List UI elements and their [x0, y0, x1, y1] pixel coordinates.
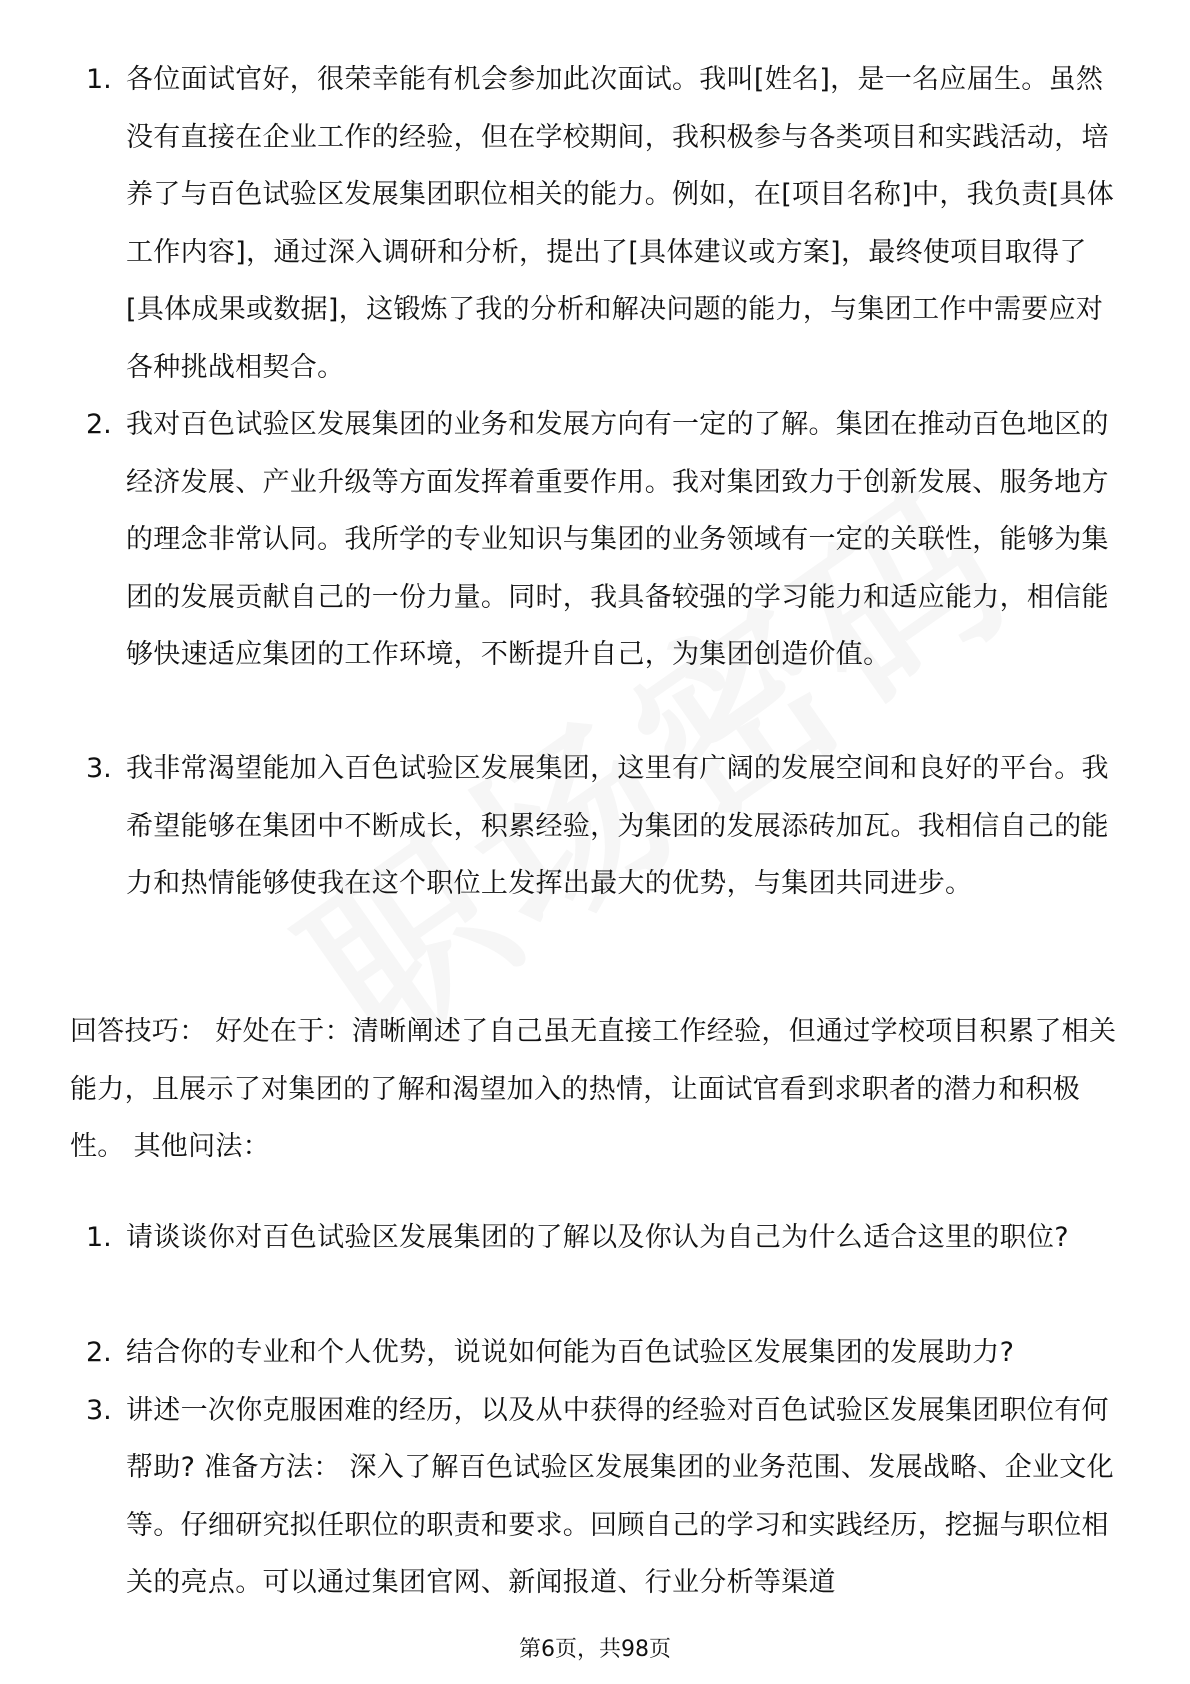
list-item: [0, 396, 1190, 740]
list-item: [0, 1382, 1190, 1612]
list-item: [0, 740, 1190, 970]
list-item-text: 我非常渴望能加入百色试验区发展集团，这里有广阔的发展空间和良好的平台。我希望能够在集团中不断成长，积累经验，为集团的发展添砖加瓦。我相信自己的能力和热情能够使我在这个职位上发挥出最大的优势，与集团共同进步。: [126, 753, 1109, 899]
answer-points-list: [0, 51, 1190, 970]
list-item-text: 请谈谈你对百色试验区发展集团的了解以及你认为自己为什么适合这里的职位?: [126, 1222, 1069, 1253]
list-item: [0, 51, 1190, 396]
list-number: 3.: [86, 753, 112, 784]
list-item: [0, 1209, 1190, 1324]
list-item-text: 我对百色试验区发展集团的业务和发展方向有一定的了解。集团在推动百色地区的经济发展、产业升级等方面发挥着重要作用。我对集团致力于创新发展、服务地方的理念非常认同。我所学的专业知识与集团的业务领域有一定的关联性，能够为集团的发展贡献自己的一份力量。同时，我具备较强的学习能力和适应能力，相信能够快速适应集团的工作环境，不断提升自己，为集团创造价值。: [126, 409, 1109, 670]
list-item-text: 讲述一次你克服困难的经历，以及从中获得的经验对百色试验区发展集团职位有何帮助? 准备方法： 深入了解百色试验区发展集团的业务范围、发展战略、企业文化等。仔细研究拟任职位的职责和要求。回顾自己的学习和实践经历，挖掘与职位相关的亮点。可以通过集团官网、新闻报道、行业分析等渠道: [126, 1394, 1114, 1598]
list-number: 1.: [86, 1222, 112, 1253]
list-item-text: 各位面试官好，很荣幸能有机会参加此次面试。我叫[姓名]，是一名应届生。虽然没有直接在企业工作的经验，但在学校期间，我积极参与各类项目和实践活动，培养了与百色试验区发展集团职位相关的能力。例如，在[项目名称]中，我负责[具体工作内容]，通过深入调研和分析，提出了[具体建议或方案]，最终使项目取得了[具体成果或数据]，这锻炼了我的分析和解决问题的能力，与集团工作中需要应对各种挑战相契合。: [126, 64, 1114, 383]
list-number: 2.: [86, 1337, 112, 1368]
list-item: [0, 1324, 1190, 1382]
page-footer: 第6页，共98页: [519, 1637, 671, 1662]
answer-tips-paragraph: 回答技巧： 好处在于：清晰阐述了自己虽无直接工作经验，但通过学校项目积累了相关能力，且展示了对集团的了解和渴望加入的热情，让面试官看到求职者的潜力和积极性。 其他问法：: [70, 1016, 1117, 1162]
list-number: 2.: [86, 409, 112, 440]
list-item-text: 结合你的专业和个人优势，说说如何能为百色试验区发展集团的发展助力?: [126, 1337, 1015, 1368]
list-number: 1.: [86, 64, 112, 95]
list-number: 3.: [86, 1394, 112, 1426]
other-questions-list: [0, 1209, 1190, 1612]
